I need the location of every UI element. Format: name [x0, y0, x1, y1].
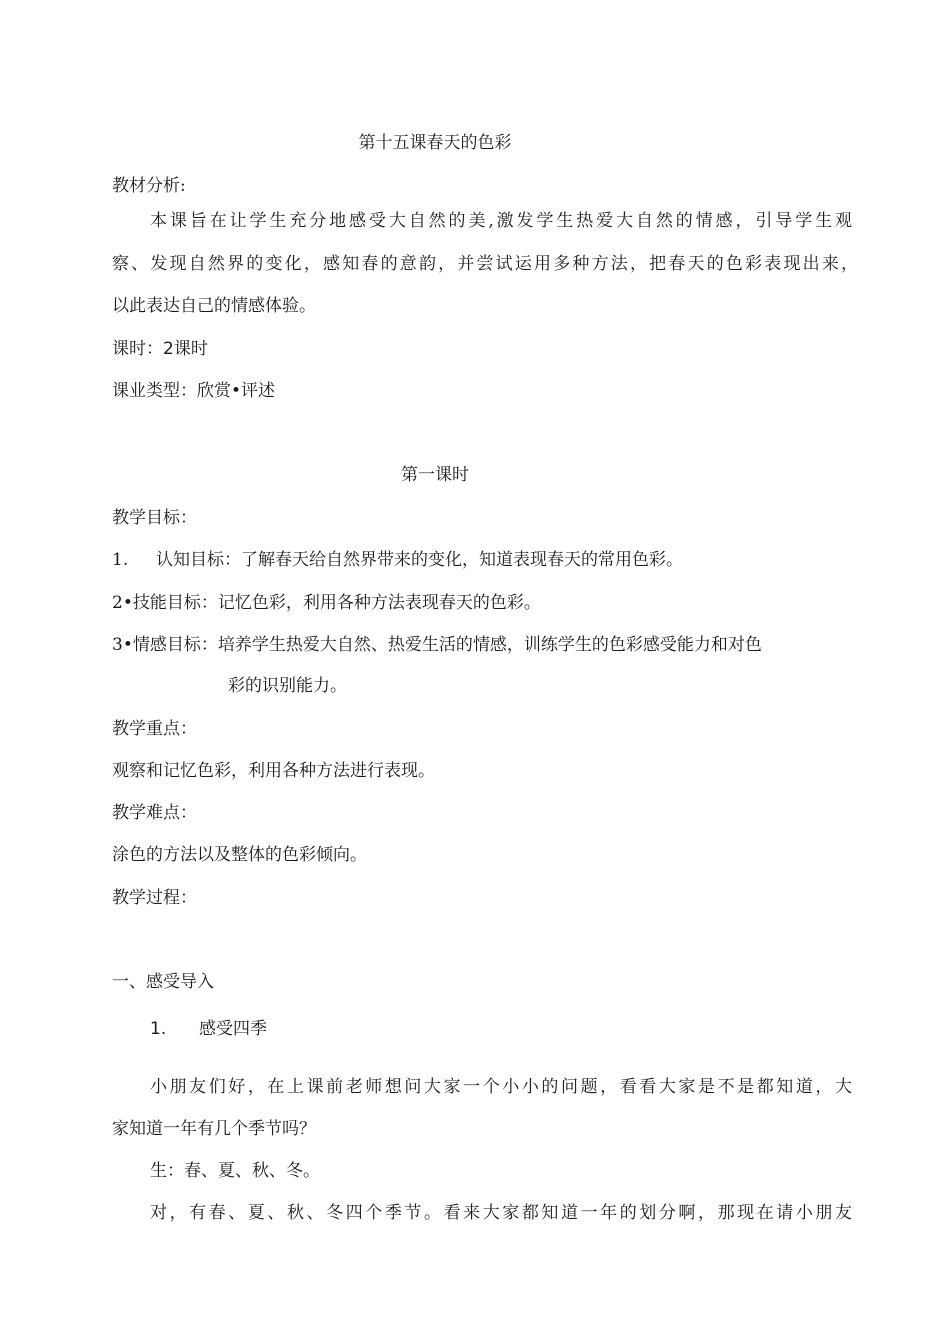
- class-hours-label: 课时：: [112, 339, 163, 359]
- material-heading: 教材分析:: [112, 176, 186, 196]
- material-line-2: 察、发现自然界的变化，感知春的意韵，并尝试运用多种方法，把春天的色彩表现出来，: [112, 254, 858, 274]
- material-line-3: 以此表达自己的情感体验。: [112, 296, 316, 316]
- paragraph-1-line-2: 家知道一年有几个季节吗？: [112, 1119, 316, 1139]
- paragraph-2-line-1: 对，有春、夏、秋、冬四个季节。看来大家都知道一年的划分啊，那现在请小朋友: [150, 1203, 852, 1223]
- lesson-type: 课业类型：欣赏•评述: [112, 381, 276, 401]
- class-hours: [112, 337, 208, 361]
- student-answer: 生：春、夏、秋、冬。: [150, 1161, 320, 1181]
- lesson-1-title: 第一课时: [401, 465, 469, 485]
- difficult-points-heading: 教学难点：: [112, 803, 197, 823]
- goal-2: 2•技能目标：记忆色彩，利用各种方法表现春天的色彩。: [112, 593, 541, 613]
- process-heading: 教学过程：: [112, 888, 197, 908]
- goals-heading: 教学目标：: [112, 508, 197, 528]
- material-line-1: 本课旨在让学生充分地感受大自然的美,激发学生热爱大自然的情感，引导学生观: [150, 211, 852, 231]
- goal-1-text: 认知目标：了解春天给自然界带来的变化，知道表现春天的常用色彩。: [156, 550, 683, 570]
- goal-1: [112, 548, 128, 572]
- class-hours-value: 2: [163, 339, 174, 359]
- key-points-heading: 教学重点：: [112, 719, 197, 739]
- difficult-points-text: 涂色的方法以及整体的色彩倾向。: [112, 845, 367, 865]
- section-1-heading: 一、感受导入: [112, 972, 214, 992]
- goal-1-number: 1.: [112, 550, 129, 570]
- goal-3-line-1: 3•情感目标：培养学生热爱大自然、热爱生活的情感，训练学生的色彩感受能力和对色: [112, 635, 762, 655]
- class-hours-unit: 课时: [173, 339, 208, 359]
- goal-3-line-2: 彩的识别能力。: [228, 676, 347, 696]
- page-title: 第十五课春天的色彩: [358, 133, 512, 153]
- subsection-1-number: 1.: [150, 1019, 167, 1039]
- paragraph-1-line-1: 小朋友们好，在上课前老师想问大家一个小小的问题，看看大家是不是都知道，大: [150, 1077, 852, 1097]
- subsection-1-title: 感受四季: [199, 1019, 267, 1039]
- key-points-text: 观察和记忆色彩，利用各种方法进行表现。: [112, 761, 435, 781]
